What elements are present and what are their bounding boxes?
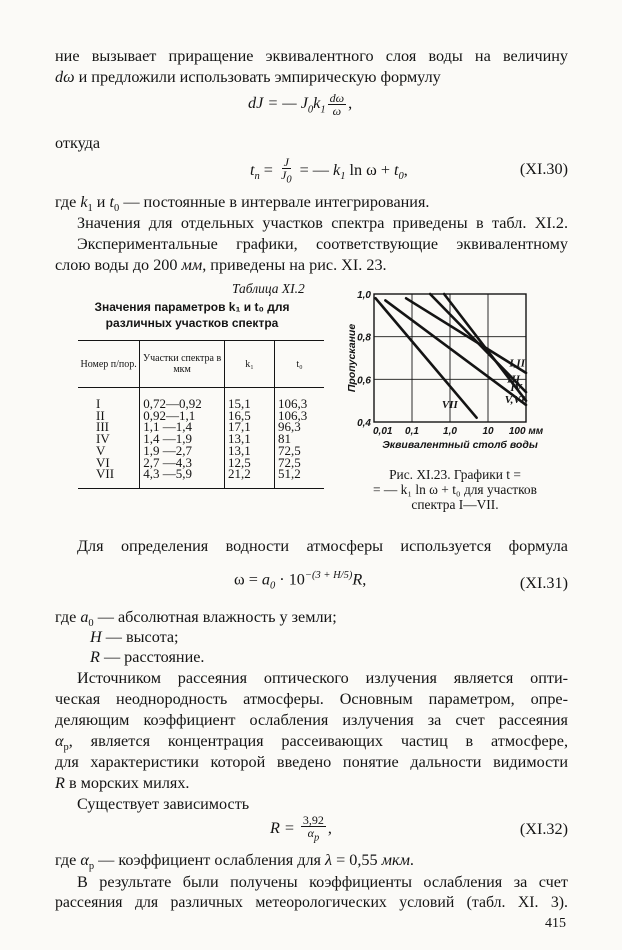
table-title-line: Значения параметров k₁ и t₀ для: [94, 300, 290, 314]
table-title: [56, 299, 328, 331]
eq-numerator: 3,92: [302, 813, 324, 827]
symbol-sub: p: [63, 742, 69, 754]
text-run: — расстояние.: [99, 648, 205, 666]
y-tick-label: 0,4: [357, 418, 371, 429]
table-cell: 1,1 —1,4: [140, 421, 225, 433]
eq-part: R =: [270, 818, 299, 837]
table-row: [78, 388, 324, 410]
equation-1: [248, 92, 352, 117]
equation-number: (XI.31): [519, 574, 568, 592]
table-cell: 0,72—0,92: [140, 388, 225, 410]
table-cell: 12,5: [224, 457, 274, 469]
equation-number: (XI.30): [519, 160, 568, 178]
equation-3: [234, 570, 366, 592]
table-cell: V: [96, 442, 106, 458]
equation-number: (XI.32): [519, 820, 568, 838]
eq-part: ,: [362, 570, 367, 589]
table-cell: 21,2: [224, 468, 274, 488]
figure-caption-line: Рис. XI.23. Графики t =: [389, 467, 521, 482]
page-number: 415: [545, 916, 566, 931]
symbol: α: [80, 851, 89, 869]
eq-sub: 0: [286, 174, 292, 186]
symbol-sub: p: [88, 861, 95, 873]
eq-part: t: [394, 160, 399, 179]
symbol: λ: [325, 851, 333, 869]
eq-part: k: [313, 94, 321, 113]
table-cell: 13,1: [224, 433, 274, 445]
text-run: где: [55, 851, 81, 869]
table-header-row: [78, 341, 324, 388]
eq-part: dJ = — J: [248, 94, 308, 113]
series-label: III: [507, 373, 520, 386]
eq-part: k: [333, 160, 341, 179]
y-tick-label: 0,8: [357, 332, 371, 344]
table-cell: 4,3 —5,9: [140, 468, 225, 488]
table-cell: II: [96, 407, 105, 423]
table-cell: 81: [274, 433, 324, 445]
table-cell: VII: [78, 468, 140, 488]
eq-fraction: [301, 814, 326, 844]
text-run: — абсолютная влажность у земли;: [93, 608, 337, 626]
symbol: k: [80, 193, 88, 211]
eq-exponent: −(3 + H/5): [304, 570, 353, 581]
eq-part: ,: [348, 94, 353, 113]
eq-fraction: [279, 156, 294, 186]
table-cell: 0,92—1,1: [140, 410, 225, 422]
text-run: — постоянные в интервале интегрирования.: [119, 193, 430, 211]
x-tick-label: 0,1: [405, 426, 419, 437]
eq-numerator: dω: [329, 91, 345, 105]
x-tick-label: 100 мм: [508, 426, 544, 437]
eq-part: R: [352, 570, 363, 589]
text-line: Существует зависимость: [77, 795, 250, 813]
table-cell: 2,7 —4,3: [140, 457, 225, 469]
text-run: и: [92, 193, 110, 211]
text-run: слою воды до 200: [55, 256, 182, 274]
table-cell: 72,5: [274, 445, 324, 457]
table-cell: 96,3: [274, 421, 324, 433]
symbol: dω: [55, 68, 75, 86]
text-line: [55, 67, 568, 87]
eq-fraction: [328, 92, 346, 117]
eq-part: a: [261, 570, 270, 589]
table-cell: 106,3: [274, 388, 324, 410]
header-cell: Участки спектра в мкм: [140, 341, 225, 388]
table-cell: VI: [96, 454, 110, 470]
table-cell: 106,3: [274, 410, 324, 422]
series-label: IV: [510, 382, 522, 395]
eq-part: α: [307, 826, 314, 840]
header-cell: k₁: [224, 341, 274, 388]
header-cell: Номер п/пор.: [78, 341, 140, 388]
table-title-line: различных участков спектра: [105, 316, 279, 330]
x-tick-label: 0,01: [373, 426, 393, 437]
y-tick-label: 0,6: [357, 375, 371, 387]
text-line: [55, 255, 568, 275]
eq-denominator: ω: [332, 104, 342, 118]
text-line: ческая неоднородность атмосферы. Основным параметром, опре-: [55, 690, 568, 708]
series-line: [385, 300, 526, 405]
text-run: — коэффициент ослабления для: [94, 851, 326, 869]
symbol-sub: 0: [114, 203, 120, 215]
y-tick-label: 1,0: [357, 290, 371, 301]
eq-part: t: [250, 160, 255, 179]
table-cell: 17,1: [224, 421, 274, 433]
symbol: a: [80, 608, 89, 626]
text-line: ние вызывает приращение эквивалентного слоя воды на величину: [55, 47, 568, 65]
equation-2: [250, 156, 408, 186]
eq-part: = —: [295, 160, 334, 179]
text-run: = 0,55: [332, 851, 382, 869]
eq-part: ln ω +: [345, 160, 395, 179]
symbol-sub: 1: [87, 203, 93, 215]
unit: мкм: [381, 851, 410, 869]
parameter-table: [78, 340, 324, 489]
text-run: в морских милях.: [64, 774, 190, 792]
eq-part: ,: [327, 818, 332, 837]
eq-part: =: [259, 160, 277, 179]
eq-sub: p: [313, 832, 320, 844]
table-cell: III: [96, 419, 109, 435]
symbol-sub: 0: [88, 618, 94, 630]
text-line: [55, 773, 568, 793]
symbol: t: [109, 193, 115, 211]
figure-caption-line: = — k₁ ln ω + t₀ для участков: [373, 482, 537, 497]
eq-sub: 1: [340, 171, 346, 183]
text-run: , является концентрация рассеивающих частиц в атмосфере,: [68, 732, 568, 750]
table-caption: Таблица XI.2: [232, 281, 305, 296]
equation-4: [270, 814, 332, 844]
text-line: деляющим коэффициент ослабления излучения за счет рассеяния: [55, 711, 568, 729]
text-run: .: [409, 851, 414, 869]
text-line: рассеяния для различных метеорологических условий (табл. XI. 3).: [55, 894, 568, 911]
y-axis-label: Пропускание: [346, 323, 358, 393]
table-cell: 51,2: [274, 468, 324, 488]
eq-part: · 10: [275, 570, 305, 589]
text-line: В результате были получены коэффициенты ослабления за счет: [77, 873, 568, 891]
text-run: , приведены на рис. XI. 23.: [202, 256, 387, 274]
text-run: где: [55, 608, 81, 626]
table-cell: 1,4 —1,9: [140, 433, 225, 445]
eq-sub: 0: [269, 580, 276, 592]
text-run: где: [55, 193, 81, 211]
text-line: Источником рассеяния оптического излучения является опти-: [77, 669, 568, 687]
x-axis-label: Эквивалентный столб воды: [382, 439, 538, 451]
table-cell: 16,5: [224, 410, 274, 422]
eq-sub: 1: [320, 104, 326, 116]
eq-sub: 0: [398, 171, 404, 183]
table-cell: 13,1: [224, 445, 274, 457]
symbol: R: [55, 774, 65, 792]
eq-numerator: J: [283, 155, 289, 169]
text-line: [90, 627, 179, 647]
eq-sub: n: [254, 171, 260, 183]
table-cell: 15,1: [224, 388, 274, 410]
text-line: Экспериментальные графики, соответствующие эквивалентному: [77, 235, 568, 253]
symbol: α: [55, 732, 64, 750]
eq-part: ω =: [234, 570, 262, 589]
series-label: V,VI: [504, 393, 525, 406]
eq-part: J: [280, 168, 287, 182]
symbol: R: [90, 648, 100, 666]
text-run: — высота;: [101, 628, 179, 646]
table-cell: IV: [96, 431, 110, 447]
figure-caption-line: спектра I—VII.: [411, 497, 499, 512]
eq-part: ,: [403, 160, 408, 179]
symbol: H: [90, 628, 102, 646]
series-label: I,II: [509, 357, 525, 370]
table-cell: 1,9 —2,7: [140, 445, 225, 457]
x-tick-label: 1,0: [443, 426, 457, 437]
x-tick-label: 10: [482, 426, 494, 437]
header-cell: t₀: [274, 341, 324, 388]
text-line: откуда: [55, 134, 101, 152]
unit: мм: [181, 256, 203, 274]
figure-caption: [340, 467, 570, 512]
text-run: и предложили использовать эмпирическую формулу: [74, 68, 441, 86]
transmission-chart: [340, 282, 572, 464]
text-line: [90, 647, 204, 667]
table-cell: I: [96, 396, 101, 411]
eq-denominator: [279, 169, 294, 186]
text-line: Значения для отдельных участков спектра приведены в табл. XI.2.: [77, 214, 568, 232]
eq-denominator: [306, 827, 322, 844]
table-row: [78, 468, 324, 488]
series-label: VII: [441, 399, 458, 412]
text-line: Для определения водности атмосферы используется формула: [77, 537, 568, 555]
table-cell: 72,5: [274, 457, 324, 469]
text-line: для характеристики которой введено понятие дальности видимости: [55, 753, 568, 771]
eq-sub: 0: [307, 104, 314, 116]
